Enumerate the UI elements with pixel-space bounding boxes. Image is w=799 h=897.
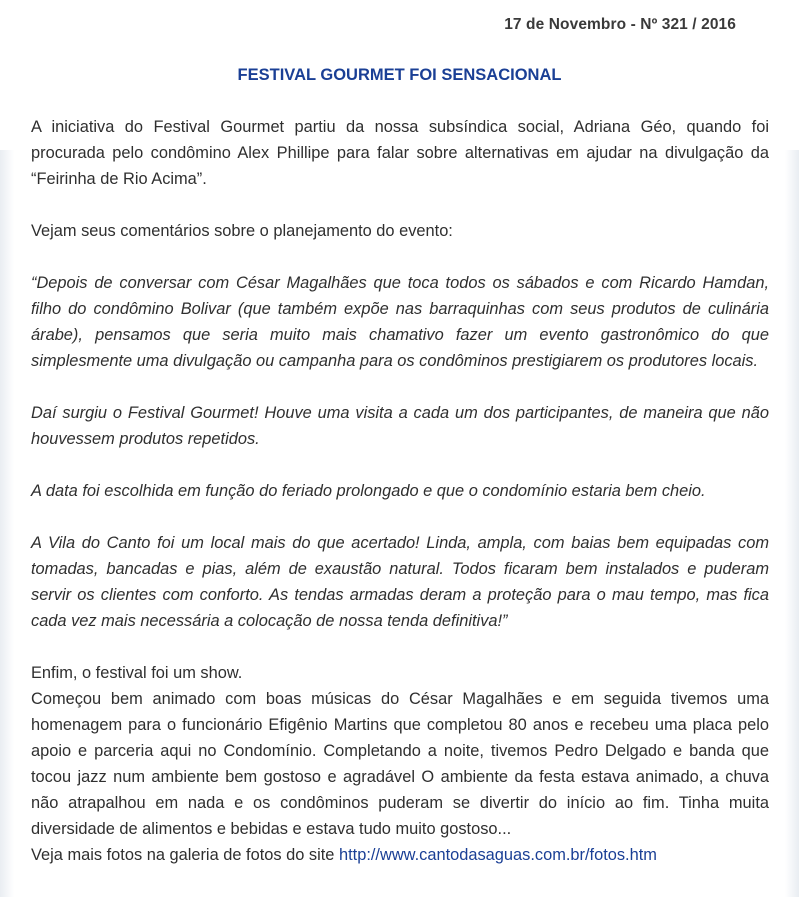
quote-paragraph-date-choice: A data foi escolhida em função do feriado prolongado e que o condomínio estaria bem cheio. [31,482,706,500]
gallery-link[interactable]: http://www.cantodasaguas.com.br/fotos.htm [338,846,657,864]
issue-date: 17 de Novembro - Nº 321 / 2016 [504,16,736,33]
quote-paragraph-festival-origin: Daí surgiu o Festival Gourmet! Houve uma visita a cada um dos participantes, de maneira que não houvessem produtos repetidos. [31,404,769,448]
article-title: FESTIVAL GOURMET FOI SENSACIONAL [237,66,562,84]
quote-paragraph-venue: A Vila do Canto foi um local mais do que acertado! Linda, ampla, com baias bem equipadas com tomadas, bancadas e pias, além de exaustão natural. Todos ficaram bem instalados e puderam servir os clientes com conforto. As tendas armadas deram a proteção para o mau tempo, mas fica cada vez mais necessária a colocação de nossa tenda definitiva!” [31,534,769,630]
paragraph-event-recap: Começou bem animado com boas músicas do César Magalhães e em seguida tivemos uma homenagem para o funcionário Efigênio Martins que completou 80 anos e recebeu uma placa pelo apoio e parceria aqui no Condomínio. Completando a noite, tivemos Pedro Delgado e banda que tocou jazz num ambiente bem gostoso e agradável O ambiente da festa estava animado, a chuva não atrapalhou em nada e os condôminos puderam se divertir do início ao fim. Tinha muita diversidade de alimentos e bebidas e estava tudo muito gostoso... [31,690,769,838]
paragraph-show: Enfim, o festival foi um show. [31,664,243,682]
gallery-text: Veja mais fotos na galeria de fotos do site [31,846,335,864]
paragraph-intro: A iniciativa do Festival Gourmet partiu da nossa subsíndica social, Adriana Géo, quando foi procurada pelo condômino Alex Phillipe para falar sobre alternativas em ajudar na divulgação da “Feirinha de Rio Acima”. [31,118,769,188]
quote-paragraph-planning: “Depois de conversar com César Magalhães que toca todos os sábados e com Ricardo Hamdan, filho do condômino Bolivar (que também expõe nas barraquinhas com seus produtos de culinária árabe), pensamos que seria muito mais chamativo fazer um evento gastronômico do que simplesmente uma divulgação ou campanha para os condôminos prestigiarem os produtores locais. [31,274,769,370]
paragraph-comments-lead: Vejam seus comentários sobre o planejamento do evento: [31,222,453,240]
gallery-line [31,842,769,868]
article-body [31,114,769,868]
